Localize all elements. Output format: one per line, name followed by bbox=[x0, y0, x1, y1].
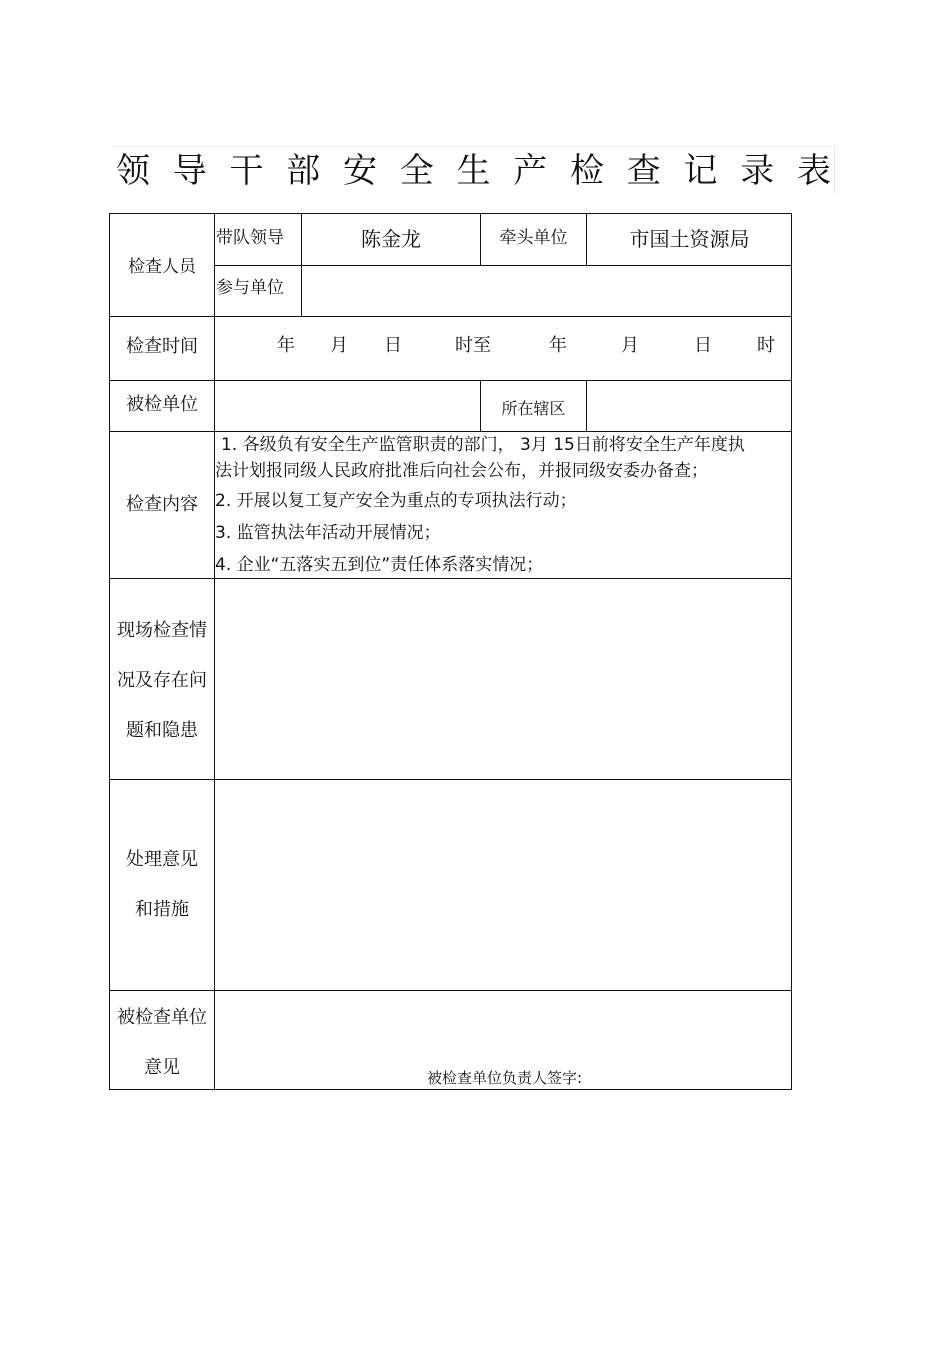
signature-label: 被检查单位负责人签字: bbox=[427, 1069, 583, 1087]
divider-district-value bbox=[586, 380, 587, 432]
page-title-char: 生 bbox=[456, 151, 491, 191]
page-title-char: 安 bbox=[343, 151, 377, 191]
time-part-year-1: 年 bbox=[277, 335, 295, 356]
onsite-label-line-2: 况及存在问 bbox=[117, 670, 207, 691]
page-title-char: 查 bbox=[626, 151, 661, 191]
time-part-hour-to: 时至 bbox=[455, 335, 491, 356]
participant-value[interactable] bbox=[306, 277, 786, 301]
divider-row-handling bbox=[110, 990, 792, 991]
page-title bbox=[116, 151, 831, 191]
unit-opinion-label bbox=[110, 1006, 214, 1106]
time-part-month-1: 月 bbox=[330, 335, 348, 356]
title-frame bbox=[113, 146, 835, 194]
inspectors-label: 检查人员 bbox=[128, 257, 196, 277]
inspected-unit-value[interactable] bbox=[220, 394, 475, 418]
content-line-3: 3. 监管执法年活动开展情况； bbox=[215, 523, 441, 543]
content-line-2: 2. 开展以复工复产安全为重点的专项执法行动； bbox=[215, 491, 577, 511]
onsite-value[interactable] bbox=[220, 586, 785, 771]
content-label: 检查内容 bbox=[126, 494, 198, 515]
participant-label: 参与单位 bbox=[216, 278, 284, 298]
page-title-char: 检 bbox=[570, 151, 604, 191]
onsite-label-line-1: 现场检查情 bbox=[117, 620, 207, 641]
lead-unit-value: 市国土资源局 bbox=[629, 227, 750, 251]
page-title-char: 记 bbox=[683, 151, 718, 191]
page-title-char: 导 bbox=[172, 151, 207, 191]
lead-unit-label: 牵头单位 bbox=[499, 228, 568, 248]
unit-opinion-label-line-2: 意见 bbox=[144, 1057, 180, 1078]
content-line-1a: 1. 各级负有安全生产监管职责的部门， 3月 15日前将安全生产年度执 bbox=[221, 435, 745, 455]
page-title-char: 录 bbox=[740, 151, 775, 191]
onsite-label-line-3: 题和隐患 bbox=[126, 720, 198, 741]
leader-value: 陈金龙 bbox=[361, 227, 421, 251]
handling-value[interactable] bbox=[220, 787, 785, 982]
page-title-char: 干 bbox=[229, 151, 264, 191]
page-title-char: 领 bbox=[116, 151, 150, 191]
time-label: 检查时间 bbox=[126, 336, 198, 357]
divider-row-onsite bbox=[110, 779, 792, 780]
onsite-label bbox=[110, 619, 214, 769]
divider-label-column bbox=[214, 214, 215, 1089]
inspection-record-table bbox=[109, 213, 792, 1090]
content-line-4: 4. 企业“五落实五到位”责任体系落实情况； bbox=[215, 555, 544, 575]
content-line-1b: 法计划报同级人民政府批准后向社会公布，并报同级安委办备查； bbox=[215, 461, 708, 481]
time-part-hour-2: 时 bbox=[757, 335, 775, 356]
page-title-char: 全 bbox=[399, 151, 434, 191]
divider-row-content bbox=[110, 578, 792, 579]
divider-row-inspectors bbox=[110, 316, 792, 317]
time-part-month-2: 月 bbox=[621, 335, 639, 356]
divider-row-unit bbox=[110, 431, 792, 432]
time-part-year-2: 年 bbox=[549, 335, 567, 356]
divider-row-leader bbox=[214, 265, 792, 266]
page-title-char: 部 bbox=[286, 151, 321, 191]
unit-opinion-label-line-1: 被检查单位 bbox=[117, 1007, 207, 1028]
district-value[interactable] bbox=[592, 394, 787, 418]
handling-label bbox=[110, 848, 214, 948]
page-title-char: 产 bbox=[513, 151, 548, 191]
time-part-day-1: 日 bbox=[384, 335, 402, 356]
page-title-char: 表 bbox=[797, 151, 831, 191]
handling-label-line-2: 和措施 bbox=[135, 899, 189, 920]
time-part-day-2: 日 bbox=[694, 335, 712, 356]
divider-row-time bbox=[110, 380, 792, 381]
leader-label: 带队领导 bbox=[216, 228, 284, 248]
handling-label-line-1: 处理意见 bbox=[126, 849, 198, 870]
inspected-unit-label: 被检单位 bbox=[126, 394, 198, 415]
district-label: 所在辖区 bbox=[501, 399, 566, 418]
